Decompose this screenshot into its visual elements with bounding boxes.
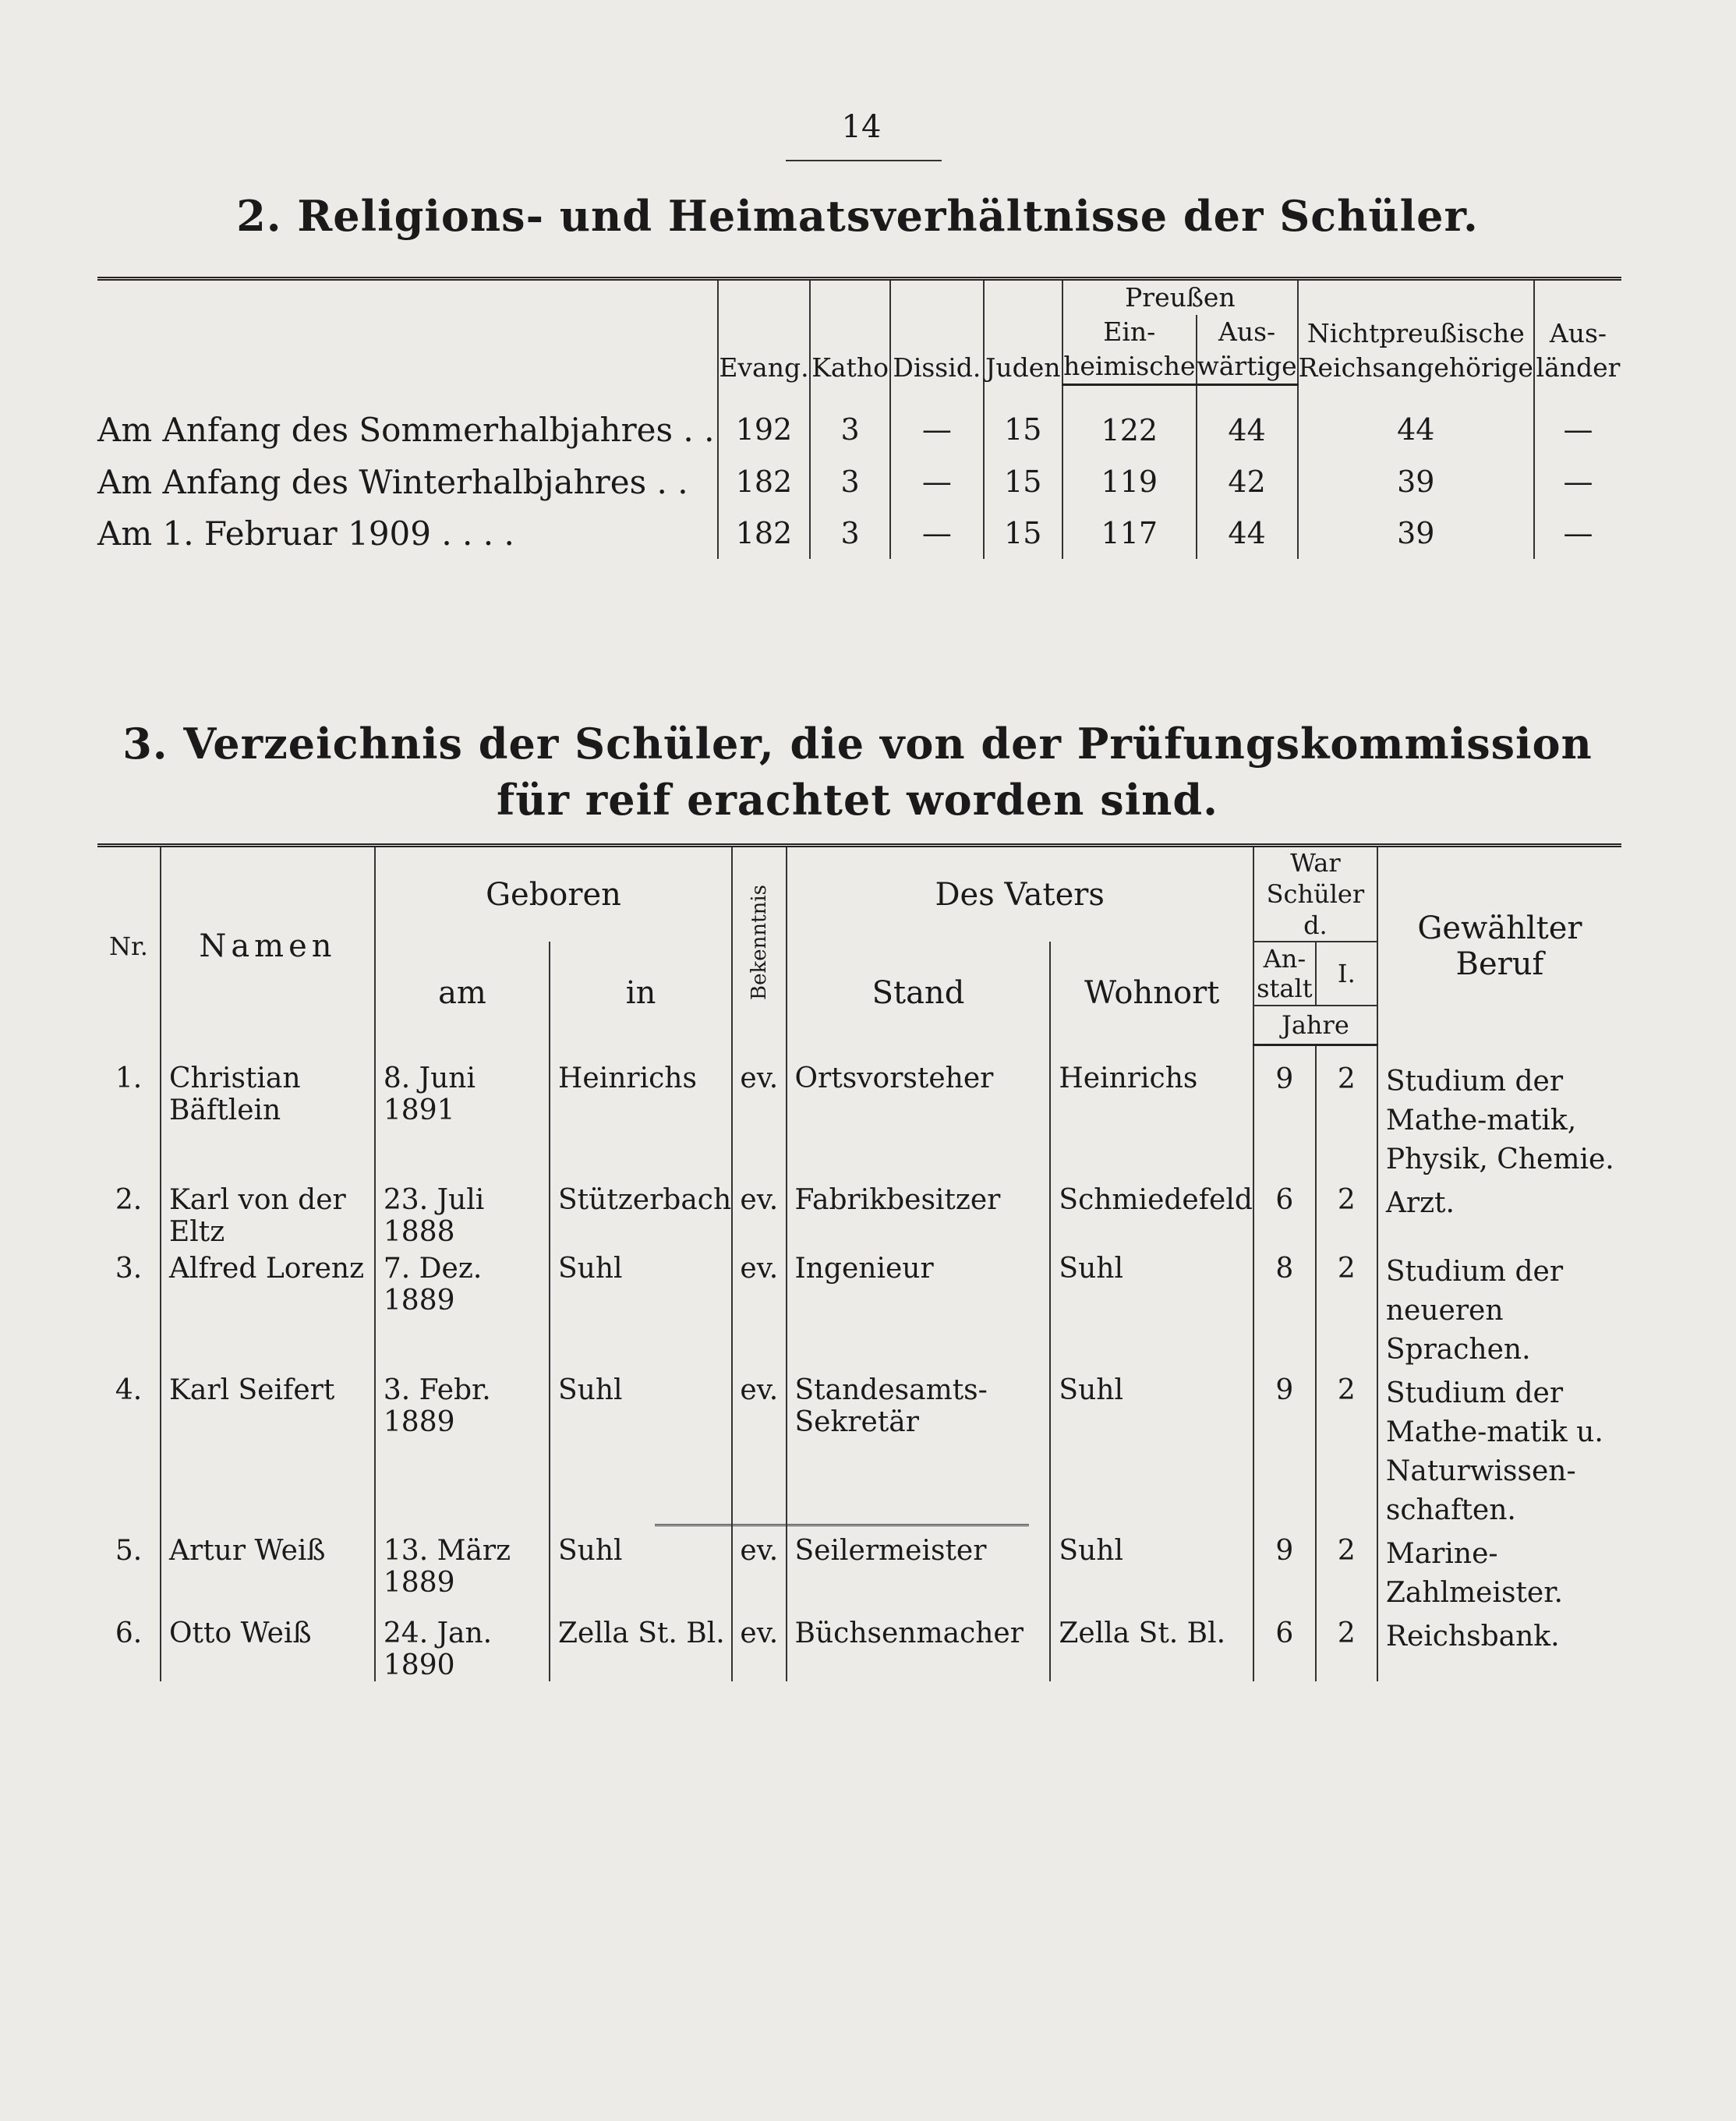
- cell-evang: 192: [718, 385, 810, 457]
- header-bekenntnis: [732, 846, 786, 1045]
- section-3-title: [94, 716, 1621, 828]
- header-stand: Stand: [787, 942, 1051, 1045]
- cell-anstalt: 6: [1253, 1613, 1316, 1681]
- cell-wohnort: Schmiedefeld: [1050, 1179, 1253, 1248]
- cell-name: Karl von der Eltz: [161, 1179, 375, 1248]
- graduates-table: [97, 843, 1621, 1681]
- row-label: Am Anfang des Sommerhalbjahres . .: [97, 410, 715, 449]
- cell-beruf: Studium der neueren Sprachen.: [1377, 1248, 1621, 1370]
- page-number: 14: [841, 109, 882, 145]
- cell-in: Suhl: [550, 1248, 732, 1370]
- cell-in: Heinrichs: [550, 1045, 732, 1179]
- cell-einheimische: 119: [1062, 456, 1196, 507]
- header-anstalt: An-stalt: [1253, 942, 1316, 1006]
- cell-juden: 15: [984, 507, 1063, 559]
- cell-name: Alfred Lorenz: [161, 1248, 375, 1370]
- row-label: Am Anfang des Winterhalbjahres . .: [97, 462, 688, 501]
- cell-nr: 5.: [115, 1534, 143, 1567]
- cell-in: Stützerbach: [550, 1179, 732, 1248]
- table-row: [97, 1179, 1621, 1248]
- cell-am: 23. Juli 1888: [375, 1179, 550, 1248]
- cell-dissid: —: [890, 385, 983, 457]
- cell-auswaertige: 44: [1197, 385, 1298, 457]
- header-wohnort: Wohnort: [1050, 942, 1253, 1045]
- cell-anstalt: 6: [1253, 1179, 1316, 1248]
- section-3-title-line1: 3. Verzeichnis der Schüler, die von der Prüfungskommission: [122, 719, 1593, 769]
- cell-in: Zella St. Bl.: [550, 1613, 732, 1681]
- cell-one: 2: [1316, 1613, 1377, 1681]
- cell-am: 13. März 1889: [375, 1530, 550, 1613]
- header-namen: Namen: [161, 846, 375, 1045]
- cell-am: 8. Juni 1891: [375, 1045, 550, 1179]
- cell-nichtpreussische: 39: [1298, 456, 1534, 507]
- cell-bekenntnis: ev.: [732, 1045, 786, 1179]
- cell-one: 2: [1316, 1045, 1377, 1179]
- divider: [786, 160, 942, 161]
- cell-anstalt: 9: [1253, 1530, 1316, 1613]
- cell-beruf: Studium der Mathe-matik u. Naturwissen-schaften.: [1377, 1370, 1621, 1530]
- cell-stand: Ingenieur: [787, 1248, 1051, 1370]
- cell-anstalt: 9: [1253, 1370, 1316, 1530]
- cell-bekenntnis: ev.: [732, 1530, 786, 1613]
- cell-stand: Standesamts-Sekretär: [787, 1370, 1051, 1530]
- cell-stand: Ortsvorsteher: [787, 1045, 1051, 1179]
- cell-katho: 3: [810, 385, 890, 457]
- cell-name: Otto Weiß: [161, 1613, 375, 1681]
- header-preussen: Preußen: [1062, 279, 1298, 316]
- cell-beruf: Marine-Zahlmeister.: [1377, 1530, 1621, 1613]
- header-jahre: Jahre: [1253, 1006, 1377, 1045]
- cell-anstalt: 8: [1253, 1248, 1316, 1370]
- header-auslaender: Aus-länder: [1534, 279, 1621, 385]
- cell-wohnort: Suhl: [1050, 1248, 1253, 1370]
- cell-nichtpreussische: 39: [1298, 507, 1534, 559]
- cell-one: 2: [1316, 1530, 1377, 1613]
- cell-einheimische: 122: [1062, 385, 1196, 457]
- section-3-title-line2: für reif erachtet worden sind.: [497, 775, 1218, 825]
- cell-nr: 6.: [115, 1617, 143, 1649]
- cell-name: Artur Weiß: [161, 1530, 375, 1613]
- cell-wohnort: Suhl: [1050, 1530, 1253, 1613]
- header-juden: Juden: [984, 279, 1063, 385]
- cell-evang: 182: [718, 507, 810, 559]
- header-geboren: Geboren: [375, 846, 732, 942]
- cell-juden: 15: [984, 385, 1063, 457]
- row-label-header: [97, 279, 718, 385]
- header-katho: Katho: [810, 279, 890, 385]
- cell-nr: 4.: [115, 1373, 143, 1406]
- cell-name: Karl Seifert: [161, 1370, 375, 1530]
- cell-wohnort: Zella St. Bl.: [1050, 1613, 1253, 1681]
- cell-am: 7. Dez. 1889: [375, 1248, 550, 1370]
- cell-evang: 182: [718, 456, 810, 507]
- cell-katho: 3: [810, 507, 890, 559]
- cell-name: Christian Bäftlein: [161, 1045, 375, 1179]
- cell-bekenntnis: ev.: [732, 1179, 786, 1248]
- header-des-vaters: Des Vaters: [787, 846, 1253, 942]
- cell-one: 2: [1316, 1370, 1377, 1530]
- cell-one: 2: [1316, 1248, 1377, 1370]
- section-2-title: 2. Religions- und Heimatsverhältnisse der Schüler.: [236, 191, 1479, 241]
- header-nichtpreussische: Nichtpreußische Reichsangehörige: [1298, 279, 1534, 385]
- cell-dissid: —: [890, 507, 983, 559]
- header-am: am: [375, 942, 550, 1045]
- header-einheimische: Ein-heimische: [1062, 315, 1196, 385]
- cell-nichtpreussische: 44: [1298, 385, 1534, 457]
- cell-wohnort: Heinrichs: [1050, 1045, 1253, 1179]
- table-row: [97, 1248, 1621, 1370]
- cell-nr: 1.: [115, 1062, 143, 1094]
- cell-nr: 3.: [115, 1252, 143, 1285]
- header-one: I.: [1316, 942, 1377, 1006]
- table-row: [97, 1530, 1621, 1613]
- header-dissid: Dissid.: [890, 279, 983, 385]
- cell-auswaertige: 44: [1197, 507, 1298, 559]
- cell-stand: Fabrikbesitzer: [787, 1179, 1051, 1248]
- end-divider: [655, 1524, 1029, 1526]
- table-row: [97, 507, 1621, 559]
- header-evang: Evang.: [718, 279, 810, 385]
- cell-anstalt: 9: [1253, 1045, 1316, 1179]
- cell-in: Suhl: [550, 1530, 732, 1613]
- cell-one: 2: [1316, 1179, 1377, 1248]
- cell-beruf: Studium der Mathe-matik, Physik, Chemie.: [1377, 1045, 1621, 1179]
- table-row: [97, 1045, 1621, 1179]
- header-nr: Nr.: [97, 846, 161, 1045]
- table-row: [97, 1613, 1621, 1681]
- cell-beruf: Reichsbank.: [1377, 1613, 1621, 1681]
- cell-bekenntnis: ev.: [732, 1613, 786, 1681]
- cell-dissid: —: [890, 456, 983, 507]
- table-row: [97, 1370, 1621, 1530]
- cell-katho: 3: [810, 456, 890, 507]
- header-auswaertige: Aus-wärtige: [1197, 315, 1298, 385]
- cell-in: Suhl: [550, 1370, 732, 1530]
- cell-wohnort: Suhl: [1050, 1370, 1253, 1530]
- cell-am: 3. Febr. 1889: [375, 1370, 550, 1530]
- cell-beruf: Arzt.: [1377, 1179, 1621, 1248]
- cell-einheimische: 117: [1062, 507, 1196, 559]
- cell-stand: Seilermeister: [787, 1530, 1051, 1613]
- header-war-schueler: War Schüler d.: [1253, 846, 1377, 942]
- row-label: Am 1. Februar 1909 . . . .: [97, 514, 514, 553]
- cell-auswaertige: 42: [1197, 456, 1298, 507]
- religion-table: [97, 277, 1621, 559]
- cell-auslaender: —: [1534, 385, 1621, 457]
- table-row: [97, 385, 1621, 457]
- cell-bekenntnis: ev.: [732, 1370, 786, 1530]
- table-row: [97, 456, 1621, 507]
- cell-bekenntnis: ev.: [732, 1248, 786, 1370]
- header-in: in: [550, 942, 732, 1045]
- cell-juden: 15: [984, 456, 1063, 507]
- cell-auslaender: —: [1534, 456, 1621, 507]
- cell-auslaender: —: [1534, 507, 1621, 559]
- cell-stand: Büchsenmacher: [787, 1613, 1051, 1681]
- cell-am: 24. Jan. 1890: [375, 1613, 550, 1681]
- cell-nr: 2.: [115, 1183, 143, 1216]
- bekenntnis-label: Bekenntnis: [747, 884, 771, 1000]
- header-beruf: Gewählter Beruf: [1377, 846, 1621, 1045]
